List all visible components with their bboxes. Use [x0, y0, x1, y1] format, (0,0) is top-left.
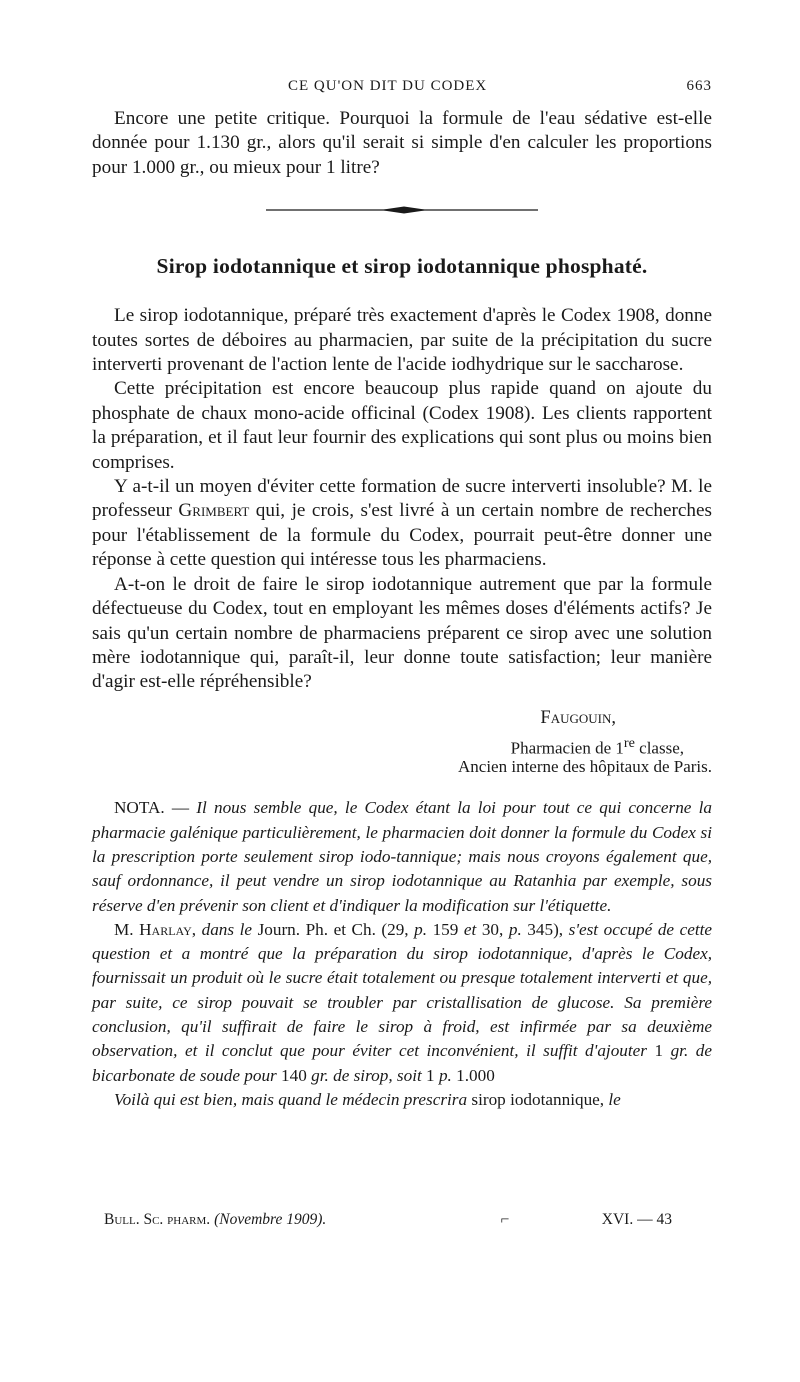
signature-role: [92, 734, 684, 758]
signature-mark: ⌐: [500, 1211, 510, 1228]
note-text: 159: [427, 919, 464, 939]
sheet-number: XVI. — 43: [601, 1211, 672, 1228]
note-text: gr. de bicarbonate de soude pour: [92, 1041, 712, 1085]
note-text: sirop iodotannique,: [471, 1089, 609, 1109]
role-text: classe,: [634, 738, 684, 758]
note-text: M.: [114, 919, 140, 939]
signature-name: Faugouin,: [540, 707, 616, 728]
nota-label: NOTA. —: [114, 798, 190, 818]
article-title: Sirop iodotannique et sirop iodotannique phosphaté.: [156, 254, 648, 279]
page-number: 663: [686, 78, 712, 94]
signature-role-2: Ancien interne des hôpitaux de Paris.: [458, 757, 712, 777]
editorial-notes: [92, 796, 712, 1112]
nota-text: Il nous semble que, le Codex étant la loi pour tout ce qui concerne la pharmacie galénique particulièrement, le pharmacien doit donner la formule du Codex si la prescription porte seulement sirop iodo-tannique; mais nous croyons également que, sauf ordonnance, il peut vendre un sirop iodotannique au Ratanhia par exemple, sous réserve d'en prévenir son client et d'indiquer la modification sur l'étiquette.: [92, 798, 712, 915]
article-paragraph-3: [92, 475, 712, 573]
note-text: 30,: [476, 919, 509, 939]
divider-rule-icon: [266, 204, 538, 216]
quantity: 1: [426, 1065, 435, 1085]
role-superscript: re: [623, 734, 635, 751]
note-text: et: [463, 919, 477, 939]
signature-block: [92, 709, 712, 777]
author-name-grimbert: Grimbert: [178, 500, 250, 522]
journal-abbrev: Bull. Sc. pharm.: [104, 1211, 211, 1228]
page: [92, 78, 712, 1112]
journal-date: (Novembre 1909).: [214, 1211, 327, 1228]
note-text: Voilà qui est bien, mais quand le médecin prescrira: [114, 1089, 472, 1109]
quantity: 140: [281, 1065, 307, 1085]
intro-paragraph: Encore une petite critique. Pourquoi la formule de l'eau sédative est-elle donnée pour 1.130 gr., alors qu'il serait si simple d'en calculer les proportions pour 1.000 gr., ou mieux pour 1 litre?: [92, 108, 712, 178]
author-name-harlay: Harlay,: [139, 919, 197, 939]
note-text: p.: [434, 1065, 457, 1085]
article-paragraph-4: A-t-on le droit de faire le sirop iodotannique autrement que par la formule défectueuse du Codex, tout en employant les mêmes doses d'éléments actifs? Je sais qu'un certain nombre de pharmaciens préparent ce sirop avec une solution mère iodotannique qui, paraît-il, leur donne toute satisfaction; leur manière d'agir est-elle répréhensible?: [92, 573, 712, 693]
note-text: le: [608, 1089, 621, 1109]
running-title: CE QU'ON DIT DU CODEX: [288, 78, 488, 94]
harlay-paragraph: [92, 918, 712, 1088]
quantity: 1.000: [456, 1065, 495, 1085]
quantity: 1: [654, 1041, 664, 1061]
note-text: s'est occupé de cette question et a montré que la préparation du sirop iodotannique, d'après le Codex, fournissait un produit où le sucre était totalement ou presque totalement interverti et que, par suite, ce sirop pouvait se troubler par cristallisation de glucose. Sa première conclusion, qu'il suffirait de faire le sirop à froid, est infirmée par sa deuxième observation, et il conclut que pour éviter cet inconvénient, il suffit d'ajouter: [92, 919, 713, 1061]
paragraph-text: qui, je crois, s'est livré à un certain nombre de recherches pour l'établissement de la formule du Codex, pourrait peut-être donner une réponse à cette question qui intéresse tous les pharmaciens.: [92, 500, 713, 571]
running-header: [92, 78, 712, 95]
note-text: 345),: [521, 919, 569, 939]
section-divider-ornament: [92, 204, 712, 216]
note-text: dans le: [196, 919, 258, 939]
note-text: gr. de sirop, soit: [306, 1065, 427, 1085]
last-paragraph: [92, 1088, 712, 1112]
journal-reference: Journ. Ph. et Ch. (29,: [257, 919, 415, 939]
note-text: p.: [414, 919, 428, 939]
role-text: Pharmacien de 1: [510, 738, 624, 758]
footer-journal: [104, 1211, 326, 1229]
paragraph-text: Y a-t-il un moyen d'éviter cette formation de sucre interverti insoluble? M. le professeur: [92, 476, 712, 522]
page-footer: [104, 1211, 672, 1229]
note-text: p.: [508, 919, 522, 939]
nota-paragraph: [92, 796, 712, 917]
article-paragraph-1: Le sirop iodotannique, préparé très exactement d'après le Codex 1908, donne toutes sortes de déboires au pharmacien, par suite de la précipitation du sucre interverti provenant de l'action lente de l'acide iodhydrique sur le saccharose.: [92, 305, 712, 376]
article-paragraph-2: Cette précipitation est encore beaucoup plus rapide quand on ajoute du phosphate de chaux mono-acide officinal (Codex 1908). Les clients rapportent la préparation, et il faut leur fournir des explications qui sont plus ou moins bien comprises.: [92, 378, 712, 473]
